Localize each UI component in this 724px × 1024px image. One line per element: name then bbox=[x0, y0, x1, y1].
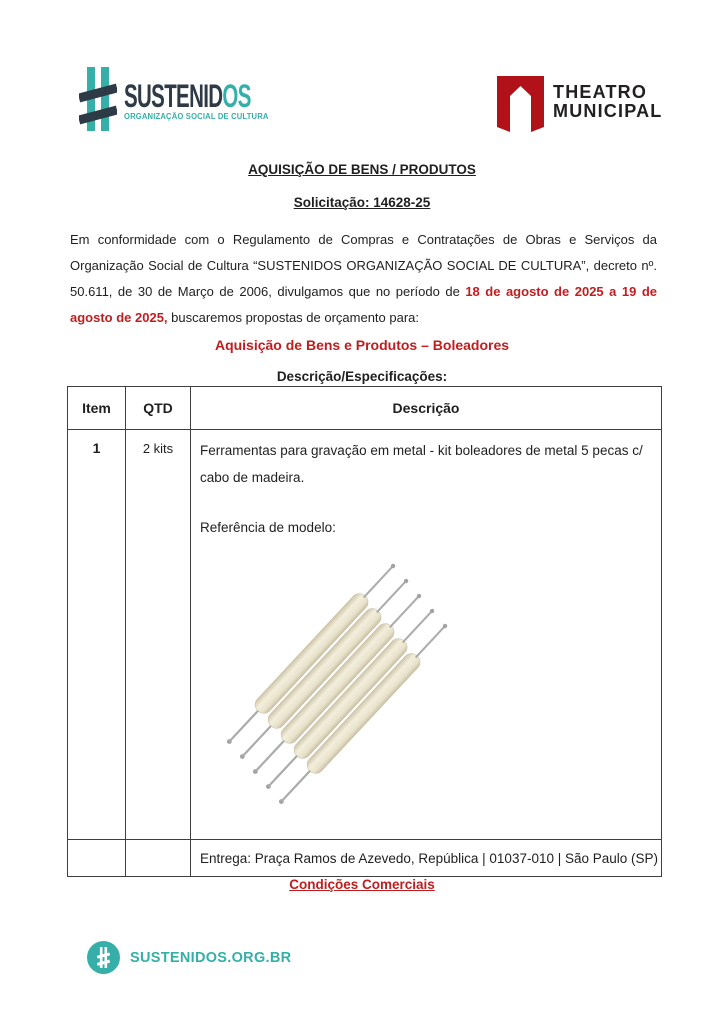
intro-date-highlight: 18 de agosto de 2025 a 19 de agosto de 2025, bbox=[70, 284, 657, 325]
sustenidos-title: SUSTENIDOS bbox=[124, 78, 251, 114]
sustenidos-wordmark bbox=[124, 67, 322, 131]
kit-boleadores-photo bbox=[210, 555, 475, 813]
theatro-line1: THEATRO bbox=[553, 82, 648, 102]
acquisition-subject: Aquisição de Bens e Produtos – Boleadores bbox=[214, 337, 510, 353]
intro-part1: Em conformidade com o Regulamento de Compras e Contratações de Obras e Serviços da Organização Social de Cultura “SUSTENIDOS ORGANIZAÇÃO SOCIAL DE CULTURA”, decreto nº. 50.611, de 30 de Março de 2006, divulgamos que no período de bbox=[70, 232, 657, 299]
header-descricao: Descrição bbox=[191, 387, 662, 430]
sustenidos-logo bbox=[79, 67, 322, 131]
theatro-line2: MUNICIPAL bbox=[553, 101, 663, 121]
cell-item-number: 1 bbox=[68, 430, 126, 840]
theatro-municipal-logo bbox=[497, 76, 662, 132]
header-item: Item bbox=[68, 387, 126, 430]
sharp-hashtag-icon bbox=[79, 67, 117, 131]
sustenidos-subtitle: ORGANIZAÇÃO SOCIAL DE CULTURA bbox=[124, 112, 269, 121]
footer-brand bbox=[87, 941, 291, 974]
description-text: Ferramentas para gravação em metal - kit boleadores de metal 5 pecas c/ cabo de madeira. bbox=[200, 443, 643, 485]
delivery-empty-item bbox=[68, 840, 126, 877]
website-url: SUSTENIDOS.ORG.BR bbox=[130, 949, 292, 966]
cell-quantity: 2 kits bbox=[126, 430, 191, 840]
theatre-arch-icon bbox=[497, 76, 544, 132]
intro-paragraph bbox=[70, 227, 657, 331]
spec-label: Descrição/Especificações: bbox=[276, 369, 448, 384]
intro-part2: buscaremos propostas de orçamento para: bbox=[167, 310, 420, 325]
table-header-row bbox=[68, 387, 662, 430]
sharp-glyph bbox=[97, 947, 110, 968]
delivery-empty-qtd bbox=[126, 840, 191, 877]
sharp-circle-icon bbox=[87, 941, 120, 974]
delivery-address: Entrega: Praça Ramos de Azevedo, República | 01037-010 | São Paulo (SP) bbox=[191, 840, 662, 877]
table-row bbox=[68, 430, 662, 840]
request-number: Solicitação: 14628-25 bbox=[293, 195, 431, 210]
commercial-conditions-heading: Condições Comerciais bbox=[289, 877, 435, 892]
document-title: AQUISIÇÃO DE BENS / PRODUTOS bbox=[248, 162, 476, 177]
reference-label: Referência de modelo: bbox=[200, 520, 336, 535]
delivery-row bbox=[68, 840, 662, 877]
cell-description bbox=[191, 430, 662, 840]
theatro-wordmark bbox=[553, 76, 662, 132]
header-qtd: QTD bbox=[126, 387, 191, 430]
spec-table bbox=[67, 386, 662, 877]
